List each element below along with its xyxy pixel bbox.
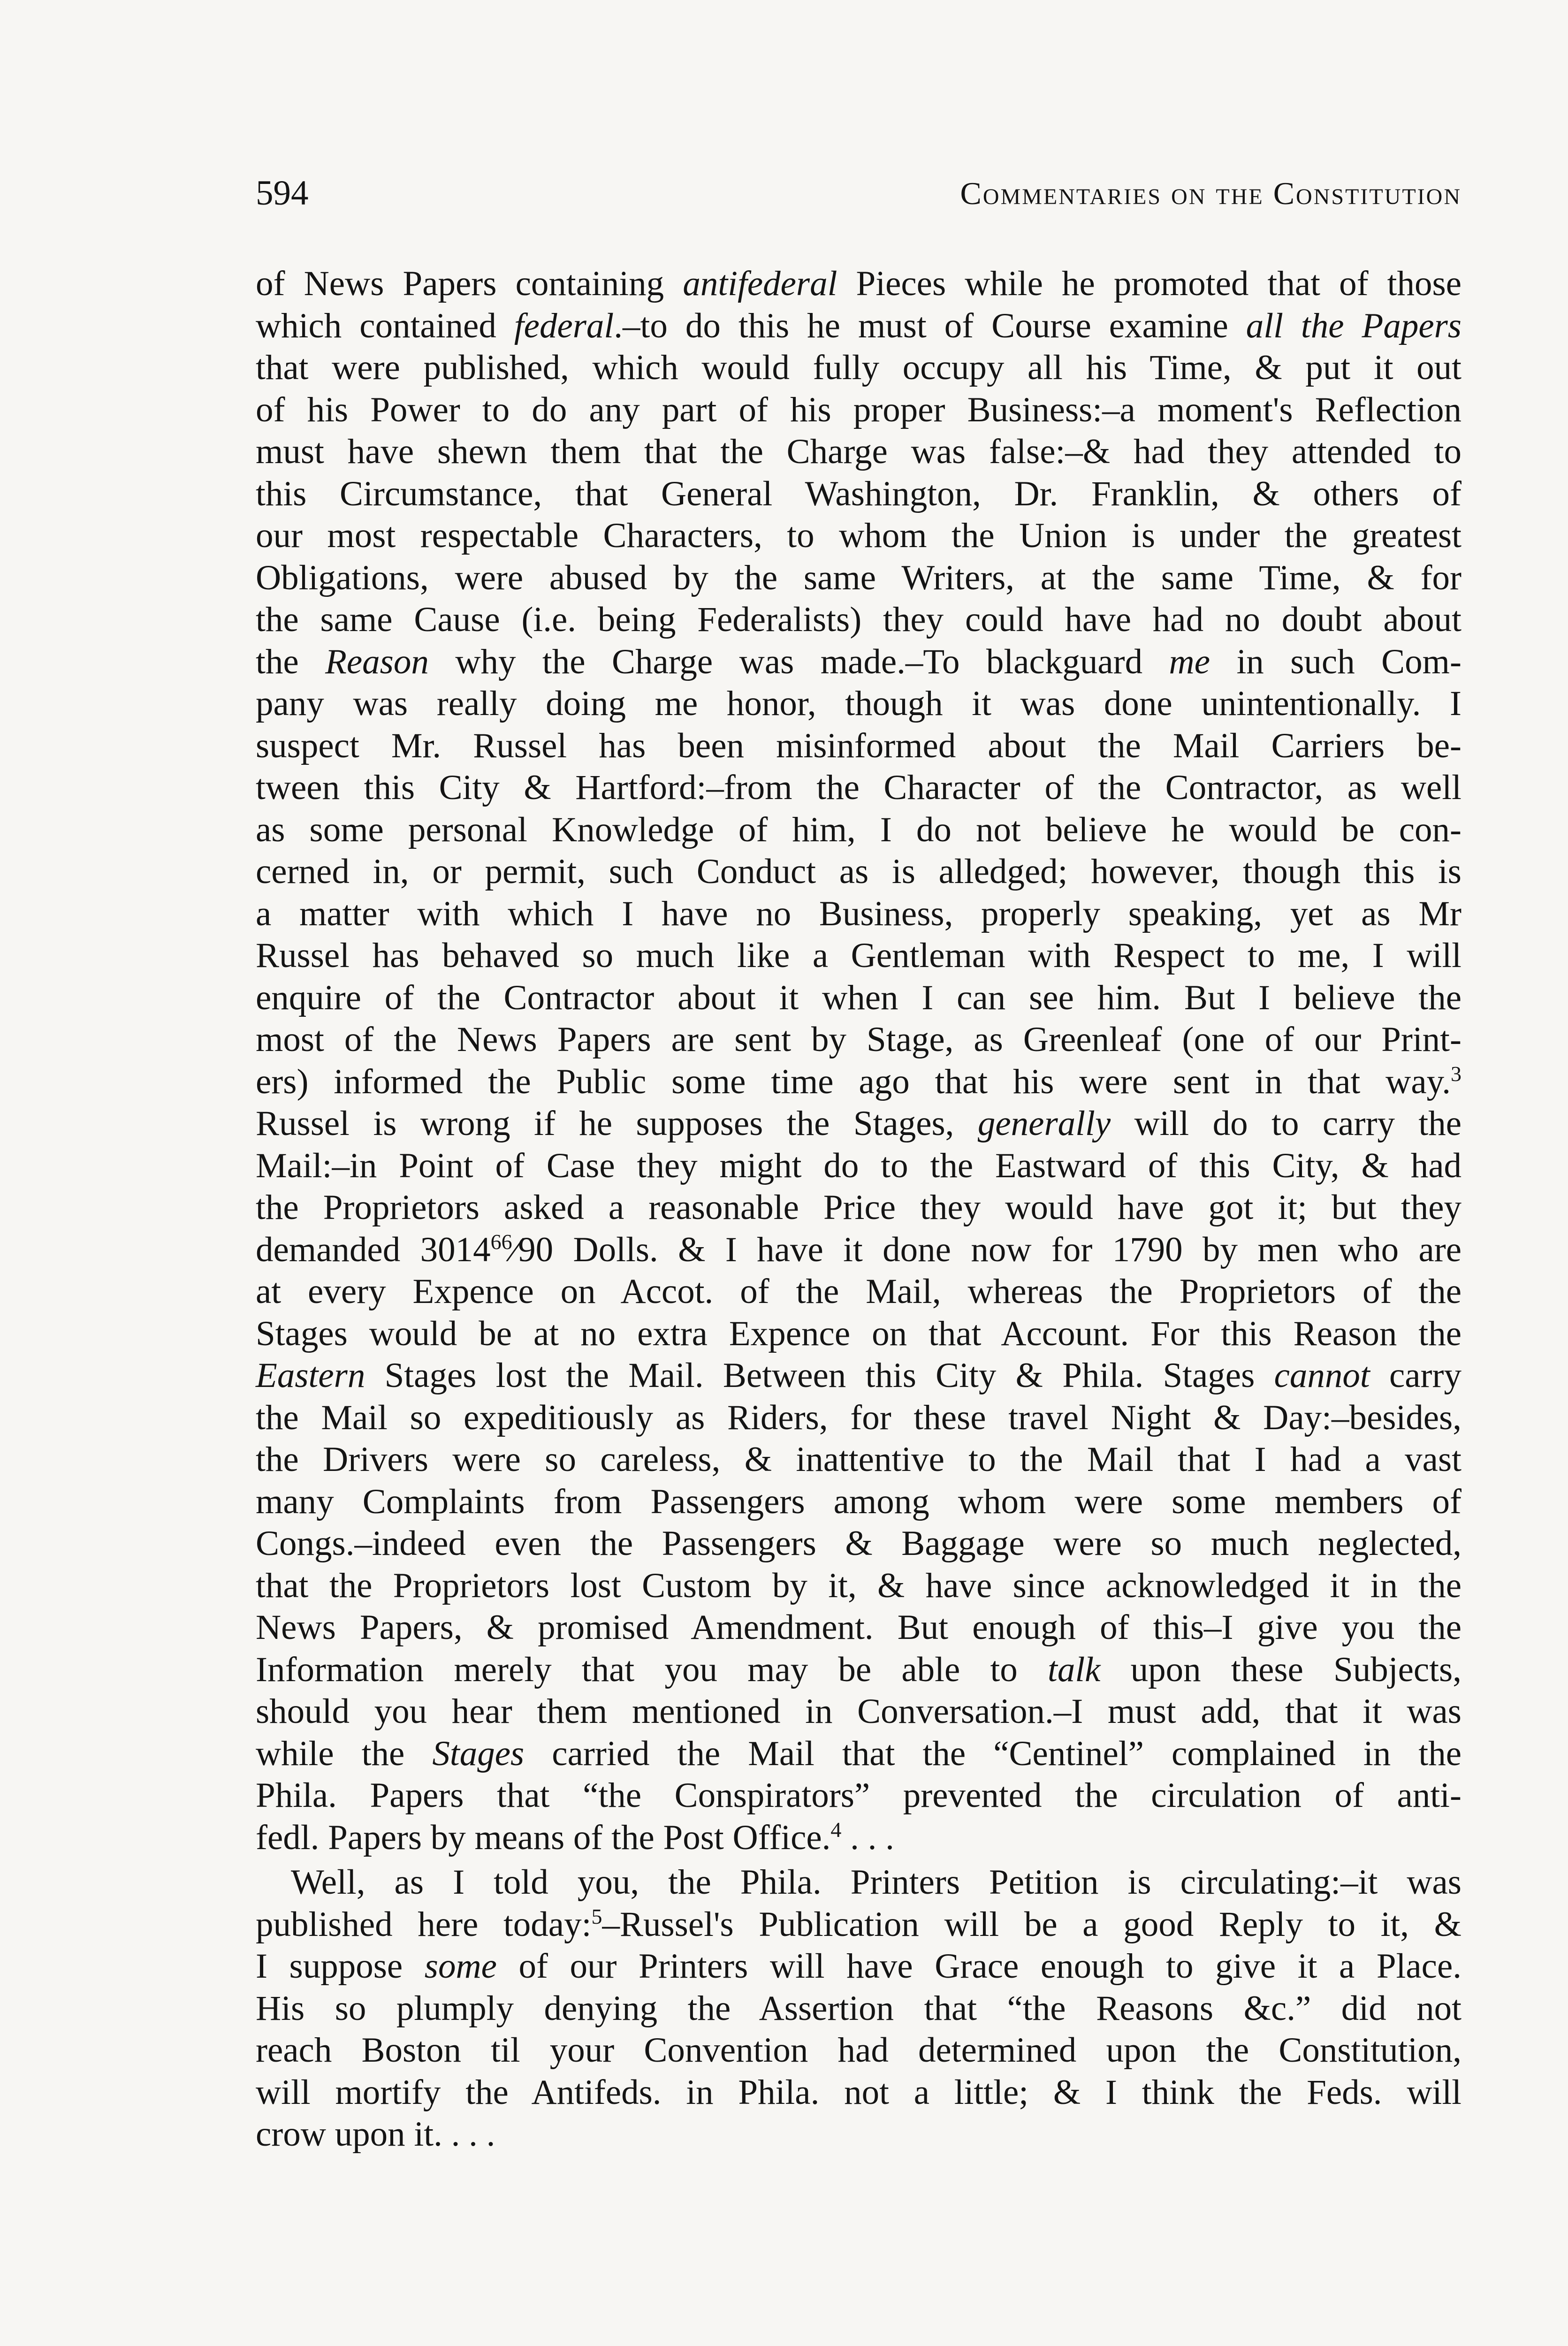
text-run: which contained [256,306,514,345]
text-run: enquire of the Contractor about it when I can see him. But I believe the [256,978,1461,1017]
text-run: must have shewn them that the Charge was false:–& had they attended to [256,432,1461,471]
text-run: the Drivers were so careless, & inattentive to the Mail that I had a vast [256,1440,1461,1479]
text-run: in such Com- [1210,642,1461,681]
text-run: will mortify the Antifeds. in Phila. not a little; & I think the Feds. will [256,2072,1461,2112]
italic-text: Reason [325,642,429,681]
text-line [256,1733,1461,1775]
italic-text: antifederal [683,264,837,303]
text-run: Pieces while he promoted that of those [837,264,1461,303]
page-number: 594 [256,174,309,213]
text-run: the same Cause (i.e. being Federalists) they could have had no doubt about [256,600,1461,639]
text-run: pany was really doing me honor, though it was done unintentionally. I [256,684,1461,723]
text-line [256,1355,1461,1397]
text-run: Congs.–indeed even the Passengers & Baggage were so much neglected, [256,1524,1461,1563]
text-line [256,1988,1461,2030]
running-title: Commentaries on the Constitution [960,175,1461,211]
text-line [256,1691,1461,1733]
text-run: ⁄90 Dolls. & I have it done now for 1790 by men who are [512,1230,1462,1269]
italic-text: talk [1047,1650,1101,1689]
page-header [256,170,1461,217]
text-line [256,1481,1461,1523]
text-line [256,1817,1461,1859]
text-run: should you hear them mentioned in Conversation.–I must add, that it was [256,1692,1461,1731]
text-run: –Russel's Publication will be a good Reply to it, & [602,1904,1461,1944]
text-line [256,977,1461,1019]
text-run: that the Proprietors lost Custom by it, & have since acknowledged it in the [256,1566,1461,1605]
text-line [256,1061,1461,1103]
text-line [256,1904,1461,1946]
text-run: of his Power to do any part of his proper Business:–a moment's Reflection [256,390,1461,429]
text-run: Russel has behaved so much like a Gentleman with Respect to me, I will [256,936,1461,975]
italic-text: some [424,1947,497,1986]
paragraph [256,263,1461,1859]
text-run: Russel is wrong if he supposes the Stages, [256,1104,978,1143]
text-run: upon these Subjects, [1100,1650,1461,1689]
text-line [256,1775,1461,1817]
footnote-ref: 66 [490,1229,512,1254]
text-run: His so plumply denying the Assertion that “the Reasons &c.” did not [256,1988,1461,2028]
text-run: I suppose [256,1947,425,1986]
footnote-ref: 3 [1451,1061,1461,1086]
text-run: while the [256,1734,433,1773]
text-run: Stages would be at no extra Expence on that Account. For this Reason the [256,1314,1461,1353]
text-run: the [256,642,326,681]
text-line [256,725,1461,767]
text-run: suspect Mr. Russel has been misinformed about the Mail Carriers be- [256,726,1461,765]
text-run: cerned in, or permit, such Conduct as is alledged; however, though this is [256,852,1461,891]
text-line [256,1397,1461,1439]
paragraph [256,1861,1461,2156]
text-run: at every Expence on Accot. of the Mail, whereas the Proprietors of the [256,1272,1461,1311]
text-line [256,641,1461,683]
text-run: a matter with which I have no Business, properly speaking, yet as Mr [256,894,1461,933]
text-run: will do to carry the [1111,1104,1462,1143]
text-line [256,473,1461,515]
text-run: of our Printers will have Grace enough to give it a Place. [496,1947,1462,1986]
italic-text: cannot [1274,1356,1370,1395]
text-line [256,1607,1461,1649]
text-line [256,557,1461,599]
text-line [256,2072,1461,2114]
text-line [256,1019,1461,1061]
text-line [256,1523,1461,1565]
footnote-ref: 5 [591,1904,602,1928]
text-line [256,2029,1461,2072]
text-line [256,1861,1461,1904]
italic-text: Stages [432,1734,525,1773]
text-line [256,599,1461,641]
text-run: as some personal Knowledge of him, I do not believe he would be con- [256,810,1461,849]
text-run: . . . [841,1818,894,1857]
text-run: reach Boston til your Convention had determined upon the Constitution, [256,2031,1461,2070]
text-run: Information merely that you may be able to [256,1650,1048,1689]
italic-text: me [1169,642,1210,681]
text-line [256,1271,1461,1313]
text-line [256,1229,1461,1271]
text-run: fedl. Papers by means of the Post Office. [256,1818,831,1857]
text-line [256,1313,1461,1355]
text-line [256,935,1461,977]
text-run: tween this City & Hartford:–from the Character of the Contractor, as well [256,768,1461,807]
text-run: carry [1370,1356,1462,1395]
text-run: Phila. Papers that “the Conspirators” prevented the circulation of anti- [256,1776,1461,1815]
text-run: Well, as I told you, the Phila. Printers Petition is circulating:–it was [291,1863,1461,1902]
text-run: ers) informed the Public some time ago that his were sent in that way. [256,1062,1451,1101]
text-line [256,305,1461,347]
text-run: Obligations, were abused by the same Writers, at the same Time, & for [256,558,1461,597]
text-line [256,767,1461,809]
text-line [256,809,1461,851]
text-line [256,1145,1461,1187]
text-run: carried the Mail that the “Centinel” complained in the [524,1734,1461,1773]
text-run: of News Papers containing [256,264,683,303]
text-run: Mail:–in Point of Case they might do to the Eastward of this City, & had [256,1146,1461,1185]
text-run: why the Charge was made.–To blackguard [428,642,1169,681]
italic-text: Eastern [256,1356,365,1395]
italic-text: all the Papers [1246,306,1461,345]
text-line [256,1945,1461,1988]
text-run: that were published, which would fully occupy all his Time, & put it out [256,348,1461,387]
text-line [256,851,1461,893]
text-line [256,347,1461,389]
text-line [256,515,1461,557]
text-line [256,2113,1461,2156]
text-line [256,1187,1461,1229]
text-run: News Papers, & promised Amendment. But enough of this–I give you the [256,1608,1461,1647]
text-line [256,1649,1461,1691]
text-run: the Mail so expeditiously as Riders, for these travel Night & Day:–besides, [256,1398,1461,1437]
text-run: published here today: [256,1904,592,1944]
text-run: this Circumstance, that General Washington, Dr. Franklin, & others of [256,474,1461,513]
text-line [256,1439,1461,1481]
footnote-ref: 4 [830,1817,842,1842]
text-run: Stages lost the Mail. Between this City & Phila. Stages [365,1356,1274,1395]
text-run: our most respectable Characters, to whom the Union is under the greatest [256,516,1461,555]
body-text [256,263,1461,2156]
text-run: .–to do this he must of Course examine [614,306,1246,345]
italic-text: federal [514,306,614,345]
text-line [256,683,1461,725]
text-run: the Proprietors asked a reasonable Price they would have got it; but they [256,1188,1461,1227]
text-run: most of the News Papers are sent by Stage, as Greenleaf (one of our Print- [256,1020,1461,1059]
text-line [256,263,1461,305]
text-run: demanded 3014 [256,1230,491,1269]
text-line [256,389,1461,431]
text-line [256,893,1461,935]
text-run: crow upon it. . . . [256,2115,495,2154]
text-line [256,1103,1461,1145]
text-line [256,431,1461,473]
italic-text: generally [977,1104,1111,1143]
text-line [256,1565,1461,1607]
text-run: many Complaints from Passengers among whom were some members of [256,1482,1461,1521]
